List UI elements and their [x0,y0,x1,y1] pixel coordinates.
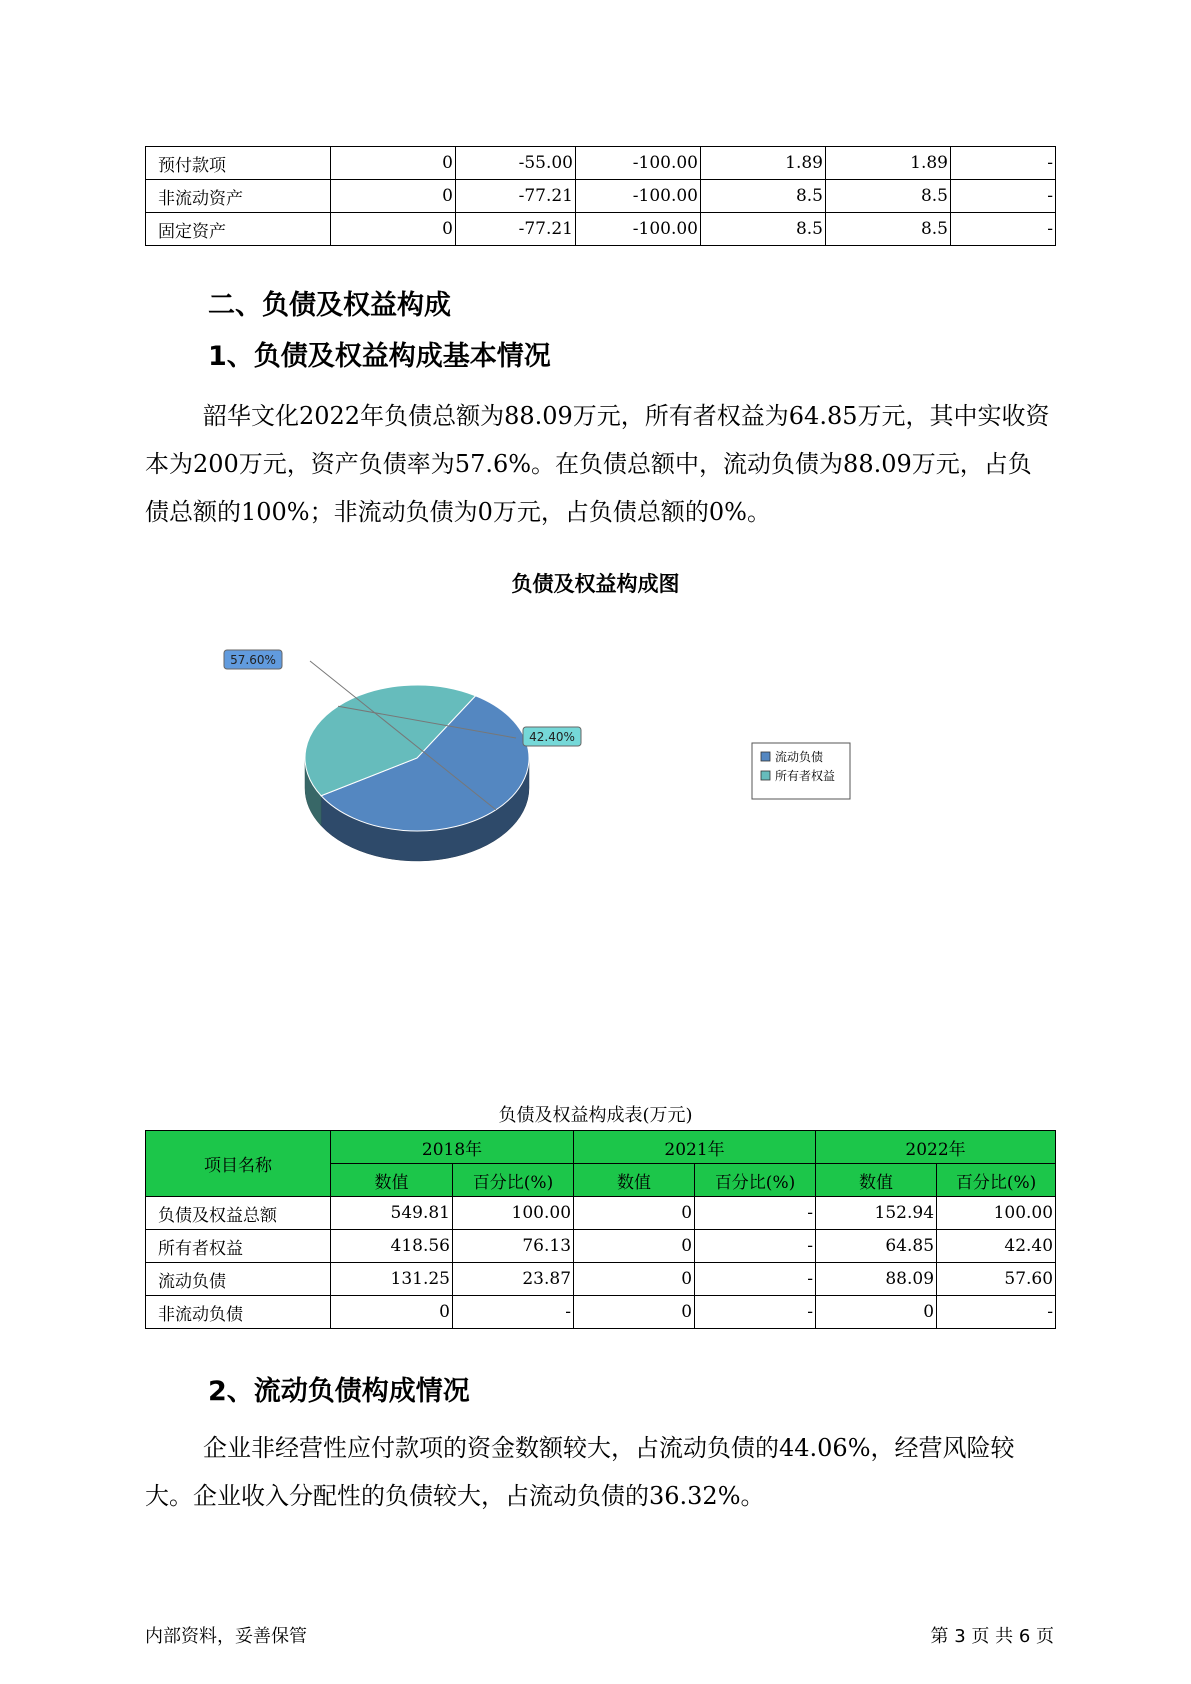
column-header-year: 2018年 [331,1131,574,1164]
table-row [146,213,1056,246]
legend-label: 流动负债 [775,750,824,764]
table-cell: -55.00 [456,147,576,180]
table-cell: 1.89 [701,147,826,180]
table-cell: 23.87 [453,1263,574,1296]
table-header-row [146,1131,1056,1164]
table-cell: 0 [331,147,456,180]
table-row [146,180,1056,213]
table-cell: 131.25 [331,1263,453,1296]
table-cell: - [695,1197,816,1230]
row-label: 所有者权益 [146,1230,331,1263]
data-label: 57.60% [230,653,276,667]
table-cell: -100.00 [576,180,701,213]
table-cell: -100.00 [576,213,701,246]
data-label: 42.40% [529,730,575,744]
liability-equity-table [145,1130,1056,1329]
table-cell: 8.5 [826,180,951,213]
legend-swatch [761,771,770,780]
body-paragraph: 企业非经营性应付款项的资金数额较大，占流动负债的44.06%，经营风险较大。企业收入分配性的负债较大，占流动负债的36.32%。 [145,1434,1015,1510]
table-cell: 42.40 [937,1230,1056,1263]
table-row [146,147,1056,180]
column-header-pct: 百分比(%) [695,1164,816,1197]
row-label: 非流动资产 [146,180,331,213]
table-cell: 8.5 [701,180,826,213]
column-header-pct: 百分比(%) [937,1164,1056,1197]
table-cell: 549.81 [331,1197,453,1230]
footer-confidential-note: 内部资料，妥善保管 [145,1626,307,1647]
footer-page-number: 第 3 页 共 6 页 [930,1626,1054,1647]
table-cell: 57.60 [937,1263,1056,1296]
section-heading: 二、负债及权益构成 [208,290,451,321]
table-cell: - [695,1263,816,1296]
legend-swatch [761,752,770,761]
chart-title: 负债及权益构成图 [511,572,680,596]
table-cell: -77.21 [456,213,576,246]
column-header-value: 数值 [574,1164,695,1197]
column-header-pct: 百分比(%) [453,1164,574,1197]
column-header-item: 项目名称 [146,1131,331,1197]
asset-continuation-table [145,146,1056,246]
table-row [146,1230,1056,1263]
table-cell: 0 [574,1296,695,1329]
table-row [146,1296,1056,1329]
table-cell: -77.21 [456,180,576,213]
table-cell: 0 [574,1263,695,1296]
table-cell: 64.85 [816,1230,937,1263]
table-cell: 88.09 [816,1263,937,1296]
row-label: 非流动负债 [146,1296,331,1329]
table-cell: - [951,180,1056,213]
table-cell: - [951,147,1056,180]
table-cell: -100.00 [576,147,701,180]
table-cell: 0 [816,1296,937,1329]
table-row [146,1263,1056,1296]
table-cell: 0 [574,1197,695,1230]
table-cell: 418.56 [331,1230,453,1263]
column-header-year: 2022年 [816,1131,1056,1164]
table-cell: 152.94 [816,1197,937,1230]
chart-legend [752,743,850,799]
table-cell: 0 [331,180,456,213]
pie-body [305,685,529,861]
table-cell: - [951,213,1056,246]
column-header-value: 数值 [816,1164,937,1197]
table-cell: - [695,1230,816,1263]
table-cell: - [453,1296,574,1329]
table-cell: 8.5 [701,213,826,246]
row-label: 流动负债 [146,1263,331,1296]
subsection-heading: 2、流动负债构成情况 [208,1376,470,1407]
table-cell: 100.00 [453,1197,574,1230]
row-label: 固定资产 [146,213,331,246]
table-cell: - [695,1296,816,1329]
table-cell: 1.89 [826,147,951,180]
row-label: 预付款项 [146,147,331,180]
table-row [146,1197,1056,1230]
pie-chart [200,640,880,880]
table-cell: 0 [331,213,456,246]
table-cell: 0 [574,1230,695,1263]
row-label: 负债及权益总额 [146,1197,331,1230]
table-cell: - [937,1296,1056,1329]
legend-label: 所有者权益 [775,769,836,783]
body-paragraph: 韶华文化2022年负债总额为88.09万元，所有者权益为64.85万元，其中实收资本为200万元，资产负债率为57.6%。在负债总额中，流动负债为88.09万元，占负债总额的100%；非流动负债为0万元，占负债总额的0%。 [145,402,1050,526]
column-header-value: 数值 [331,1164,453,1197]
column-header-year: 2021年 [574,1131,816,1164]
table-caption: 负债及权益构成表(万元) [498,1105,693,1126]
table-cell: 0 [331,1296,453,1329]
subsection-heading: 1、负债及权益构成基本情况 [208,341,551,372]
table-cell: 100.00 [937,1197,1056,1230]
table-cell: 8.5 [826,213,951,246]
table-cell: 76.13 [453,1230,574,1263]
